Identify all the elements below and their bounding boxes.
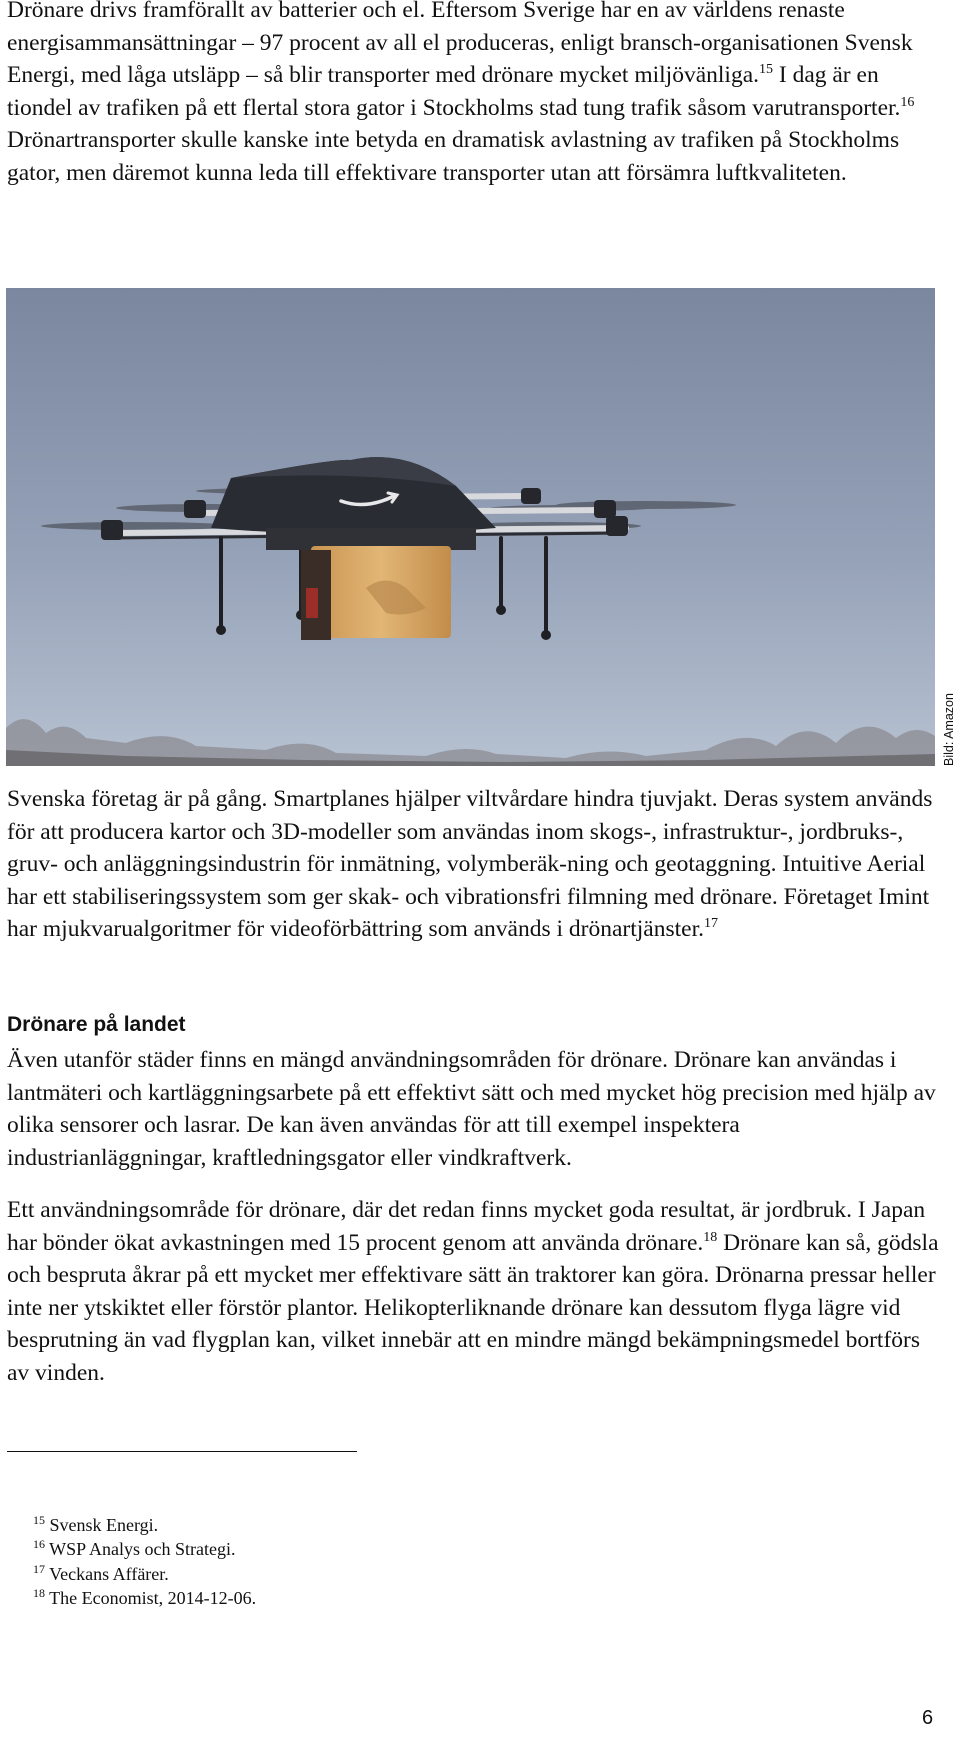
footnote-number: 18 bbox=[33, 1586, 45, 1600]
footnote-number: 15 bbox=[33, 1513, 45, 1527]
paragraph-agriculture bbox=[7, 1194, 942, 1389]
paragraph-rural-uses: Även utanför städer finns en mängd användningsområden för drönare. Drönare kan användas i lantmäteri och kartläggningsarbete på ett effektivt sätt och med mycket hög precision med hjälp av olika sensorer och lasrar. De kan även användas för att till exempel inspektera industrianläggningar, kraftledningsgator eller vindkraftverk. bbox=[7, 1047, 936, 1171]
paragraph4-text-1: Ett användningsområde för drönare, där det redan finns mycket goda resultat, är jordbruk. I Japan har bönder ökat avkastningen med 15 procent genom att använda drönare. bbox=[7, 1197, 926, 1256]
footnote-number: 16 bbox=[33, 1537, 45, 1551]
footnote-ref-17[interactable]: 17 bbox=[703, 916, 718, 932]
footnote-ref-16[interactable]: 16 bbox=[900, 94, 915, 110]
paragraph1-text-1: Drönare drivs framförallt av batterier och el. Eftersom Sverige har en av världens renaste energisammansättningar – 97 procent av all el produceras, enligt bransch-organisationen Svensk Energi, med låga utsläpp – så blir transporter med drönare mycket miljövänliga. bbox=[7, 0, 913, 88]
footnote-number: 17 bbox=[33, 1562, 45, 1576]
footnote-18 bbox=[33, 1587, 256, 1609]
paragraph1-text-2: I dag är en tiondel av trafiken på ett flertal stora gator i Stockholms stad tung trafik såsom varutransporter. bbox=[7, 62, 901, 121]
paragraph-swedish-companies bbox=[7, 783, 942, 946]
footnote-17 bbox=[33, 1563, 169, 1585]
paragraph1-text-3: Drönartransporter skulle kanske inte betyda en dramatisk avlastning av trafiken på Stockholms gator, men däremot kunna leda till effektivare transporter utan att försämra luftkvaliteten. bbox=[7, 127, 900, 186]
footnote-ref-18[interactable]: 18 bbox=[703, 1229, 718, 1245]
paragraph-battery-electricity bbox=[7, 0, 942, 189]
footnote-ref-15[interactable]: 15 bbox=[759, 62, 773, 78]
footnote-text: The Economist, 2014-12-06. bbox=[45, 1588, 257, 1608]
footnote-separator bbox=[7, 1451, 357, 1452]
delivery-drone-image bbox=[6, 288, 935, 766]
page-number: 6 bbox=[922, 1707, 934, 1729]
section-heading: Drönare på landet bbox=[7, 1013, 186, 1036]
footnote-text: WSP Analys och Strategi. bbox=[45, 1539, 236, 1559]
footnote-15 bbox=[33, 1514, 158, 1536]
footnote-text: Veckans Affärer. bbox=[45, 1564, 169, 1584]
delivery-drone-photo bbox=[6, 288, 935, 766]
paragraph2-text: Svenska företag är på gång. Smartplanes hjälper viltvårdare hindra tjuvjakt. Deras system används för att producera kartor och 3D-modeller som användas inom skogs-, infrastruktur-, jordbruks-, gruv- och anläggningsindustrin för inmätning, volymberäk-ning och geotaggning. Intuitive Aerial har ett stabiliseringssystem som ger skak- och vibrationsfri filmning med drönare. Företaget Imint har mjukvarualgoritmer för videoförbättring som används i drönartjänster. bbox=[7, 786, 933, 942]
footnote-text: Svensk Energi. bbox=[45, 1515, 159, 1535]
footnote-16 bbox=[33, 1538, 236, 1560]
photo-credit: Bild: Amazon bbox=[942, 693, 956, 766]
paragraph4-text-2: Drönare kan så, gödsla och bespruta åkrar på ett mycket mer effektivare sätt än traktorer kan göra. Drönarna pressar heller inte ner ytskiktet eller förstör plantor. Helikopterliknande drönare kan dessutom flyga lägre vid besprutning än vad flygplan kan, vilket innebär att en mindre mängd bekämpningsmedel bortförs av vinden. bbox=[7, 1229, 939, 1386]
